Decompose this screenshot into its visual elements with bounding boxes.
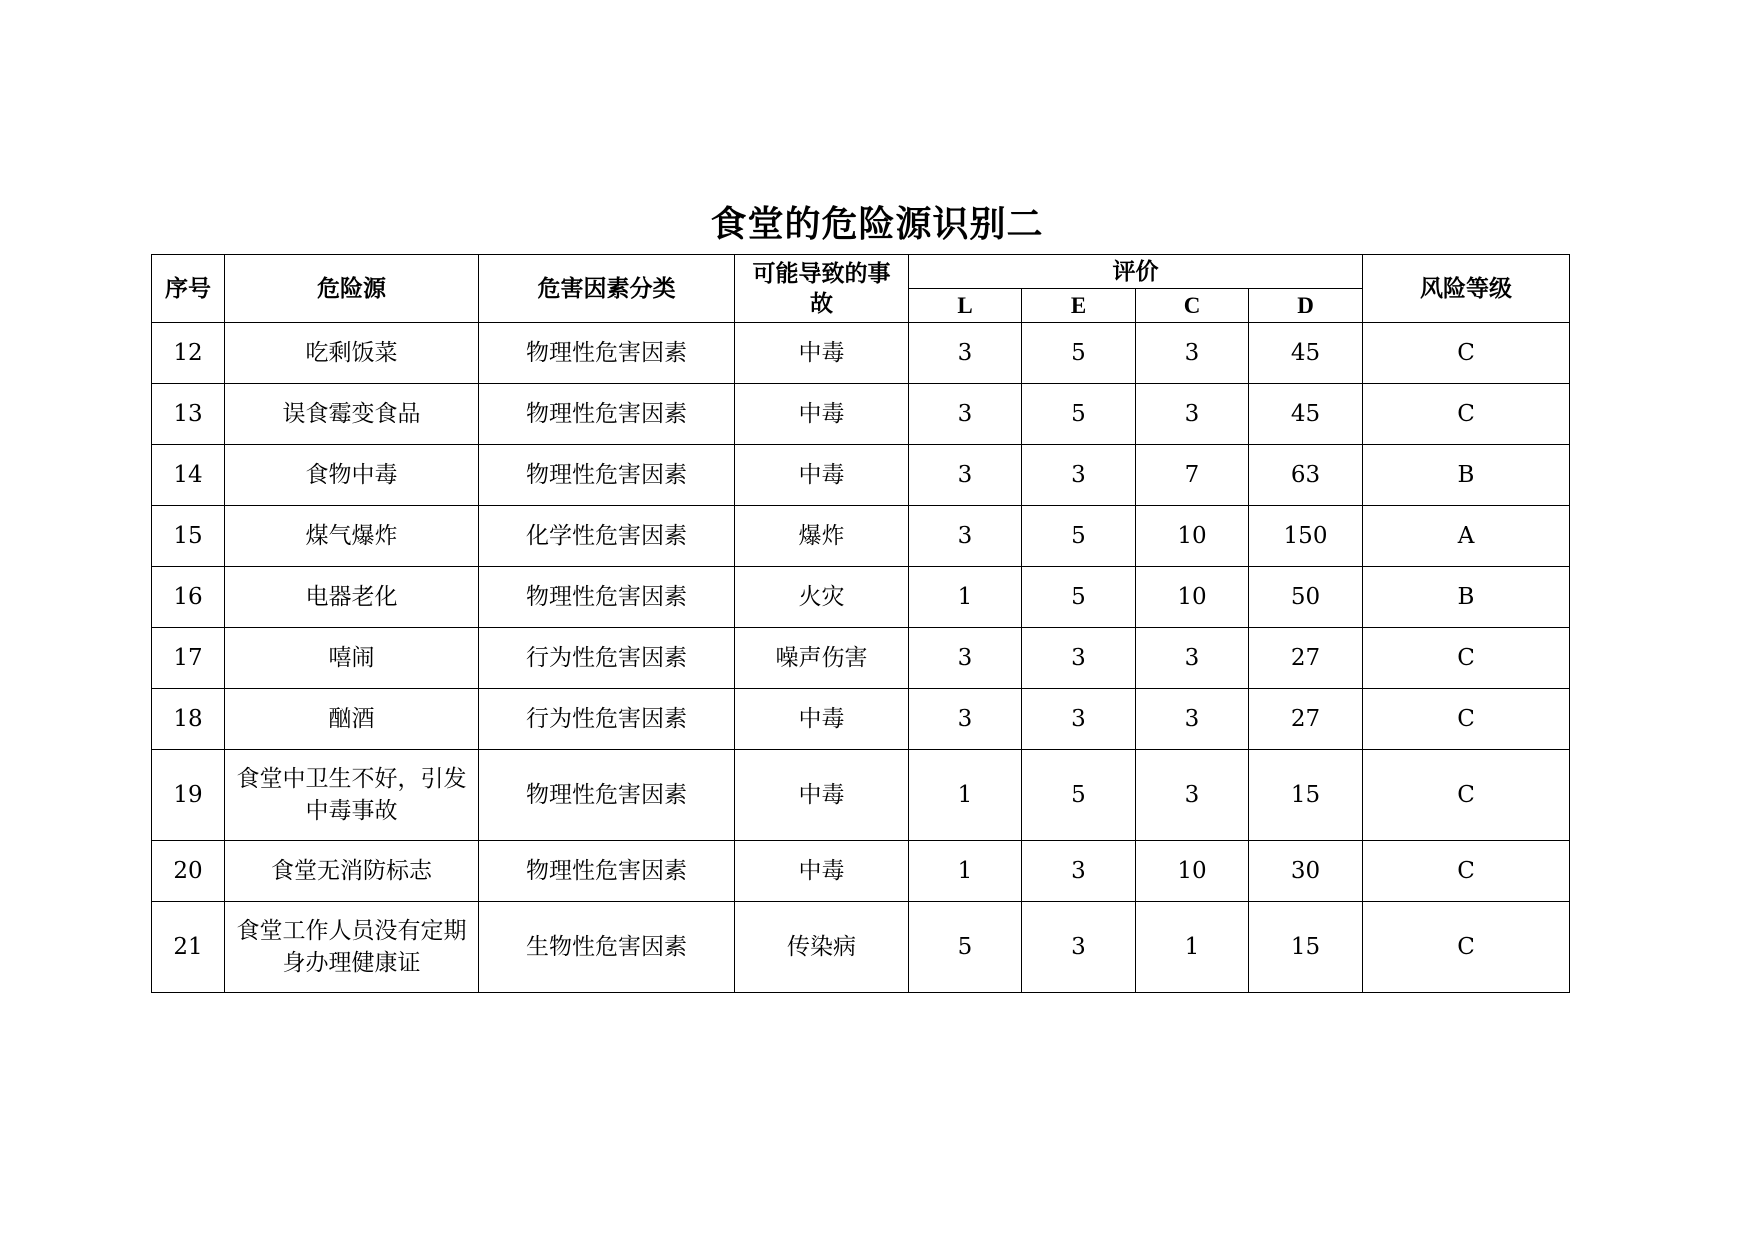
- cell-risk-level: A: [1363, 506, 1570, 567]
- cell-hazard: 电器老化: [225, 567, 479, 628]
- cell-e: 5: [1022, 567, 1136, 628]
- cell-d: 50: [1249, 567, 1363, 628]
- cell-risk-level: B: [1363, 567, 1570, 628]
- cell-risk-level: B: [1363, 445, 1570, 506]
- cell-e: 3: [1022, 841, 1136, 902]
- cell-hazard: 食堂无消防标志: [225, 841, 479, 902]
- header-hazard: 危险源: [225, 255, 479, 323]
- cell-l: 5: [909, 902, 1022, 993]
- cell-hazard: 食物中毒: [225, 445, 479, 506]
- cell-l: 1: [909, 750, 1022, 841]
- cell-accident: 中毒: [735, 841, 909, 902]
- cell-accident: 中毒: [735, 384, 909, 445]
- cell-category: 物理性危害因素: [479, 445, 735, 506]
- cell-l: 3: [909, 628, 1022, 689]
- cell-e: 3: [1022, 902, 1136, 993]
- cell-hazard: 酗酒: [225, 689, 479, 750]
- table-row: [152, 323, 1570, 384]
- table-body: [152, 323, 1570, 993]
- cell-d: 15: [1249, 902, 1363, 993]
- cell-seq: 12: [152, 323, 225, 384]
- cell-risk-level: C: [1363, 841, 1570, 902]
- cell-l: 3: [909, 689, 1022, 750]
- cell-d: 45: [1249, 323, 1363, 384]
- cell-risk-level: C: [1363, 384, 1570, 445]
- header-c: C: [1136, 289, 1249, 323]
- cell-seq: 13: [152, 384, 225, 445]
- cell-accident: 中毒: [735, 323, 909, 384]
- cell-hazard: 煤气爆炸: [225, 506, 479, 567]
- cell-category: 物理性危害因素: [479, 841, 735, 902]
- cell-c: 10: [1136, 841, 1249, 902]
- cell-d: 27: [1249, 689, 1363, 750]
- cell-e: 3: [1022, 628, 1136, 689]
- table-row: [152, 902, 1570, 993]
- cell-category: 生物性危害因素: [479, 902, 735, 993]
- cell-l: 3: [909, 506, 1022, 567]
- cell-d: 150: [1249, 506, 1363, 567]
- cell-e: 5: [1022, 750, 1136, 841]
- cell-category: 行为性危害因素: [479, 628, 735, 689]
- cell-c: 7: [1136, 445, 1249, 506]
- table-row: [152, 628, 1570, 689]
- cell-accident: 中毒: [735, 689, 909, 750]
- cell-seq: 16: [152, 567, 225, 628]
- cell-seq: 19: [152, 750, 225, 841]
- cell-l: 3: [909, 445, 1022, 506]
- page-title: 食堂的危险源识别二: [710, 204, 1044, 245]
- cell-hazard: 吃剩饭菜: [225, 323, 479, 384]
- table-row: [152, 689, 1570, 750]
- cell-category: 化学性危害因素: [479, 506, 735, 567]
- cell-e: 3: [1022, 689, 1136, 750]
- cell-category: 物理性危害因素: [479, 750, 735, 841]
- cell-d: 27: [1249, 628, 1363, 689]
- cell-c: 3: [1136, 689, 1249, 750]
- table-row: [152, 567, 1570, 628]
- header-evaluation: 评价: [909, 255, 1363, 289]
- cell-e: 3: [1022, 445, 1136, 506]
- cell-accident: 噪声伤害: [735, 628, 909, 689]
- cell-e: 5: [1022, 506, 1136, 567]
- cell-seq: 15: [152, 506, 225, 567]
- table-row: [152, 841, 1570, 902]
- cell-c: 3: [1136, 628, 1249, 689]
- cell-seq: 14: [152, 445, 225, 506]
- hazard-table: [151, 254, 1570, 993]
- cell-c: 1: [1136, 902, 1249, 993]
- header-risk-level: 风险等级: [1363, 255, 1570, 323]
- table-row: [152, 445, 1570, 506]
- cell-risk-level: C: [1363, 750, 1570, 841]
- cell-d: 30: [1249, 841, 1363, 902]
- cell-seq: 20: [152, 841, 225, 902]
- cell-hazard: 误食霉变食品: [225, 384, 479, 445]
- cell-e: 5: [1022, 323, 1136, 384]
- cell-risk-level: C: [1363, 689, 1570, 750]
- cell-seq: 17: [152, 628, 225, 689]
- cell-risk-level: C: [1363, 902, 1570, 993]
- cell-hazard: 嘻闹: [225, 628, 479, 689]
- cell-accident: 中毒: [735, 750, 909, 841]
- table-row: [152, 384, 1570, 445]
- cell-accident: 爆炸: [735, 506, 909, 567]
- table-row: [152, 506, 1570, 567]
- cell-risk-level: C: [1363, 628, 1570, 689]
- cell-category: 物理性危害因素: [479, 384, 735, 445]
- cell-category: 物理性危害因素: [479, 567, 735, 628]
- header-row: [152, 255, 1570, 289]
- cell-l: 3: [909, 323, 1022, 384]
- cell-l: 1: [909, 567, 1022, 628]
- header-accident: 可能导致的事故: [735, 255, 909, 323]
- header-d: D: [1249, 289, 1363, 323]
- cell-category: 物理性危害因素: [479, 323, 735, 384]
- header-e: E: [1022, 289, 1136, 323]
- cell-risk-level: C: [1363, 323, 1570, 384]
- header-l: L: [909, 289, 1022, 323]
- cell-seq: 21: [152, 902, 225, 993]
- cell-l: 1: [909, 841, 1022, 902]
- cell-c: 10: [1136, 567, 1249, 628]
- cell-category: 行为性危害因素: [479, 689, 735, 750]
- table-row: [152, 750, 1570, 841]
- cell-c: 10: [1136, 506, 1249, 567]
- cell-seq: 18: [152, 689, 225, 750]
- cell-accident: 中毒: [735, 445, 909, 506]
- cell-l: 3: [909, 384, 1022, 445]
- cell-e: 5: [1022, 384, 1136, 445]
- cell-d: 15: [1249, 750, 1363, 841]
- cell-c: 3: [1136, 384, 1249, 445]
- cell-hazard: 食堂中卫生不好，引发中毒事故: [225, 750, 479, 841]
- cell-c: 3: [1136, 750, 1249, 841]
- cell-accident: 火灾: [735, 567, 909, 628]
- cell-hazard: 食堂工作人员没有定期身办理健康证: [225, 902, 479, 993]
- header-seq: 序号: [152, 255, 225, 323]
- cell-d: 63: [1249, 445, 1363, 506]
- header-category: 危害因素分类: [479, 255, 735, 323]
- cell-c: 3: [1136, 323, 1249, 384]
- cell-accident: 传染病: [735, 902, 909, 993]
- cell-d: 45: [1249, 384, 1363, 445]
